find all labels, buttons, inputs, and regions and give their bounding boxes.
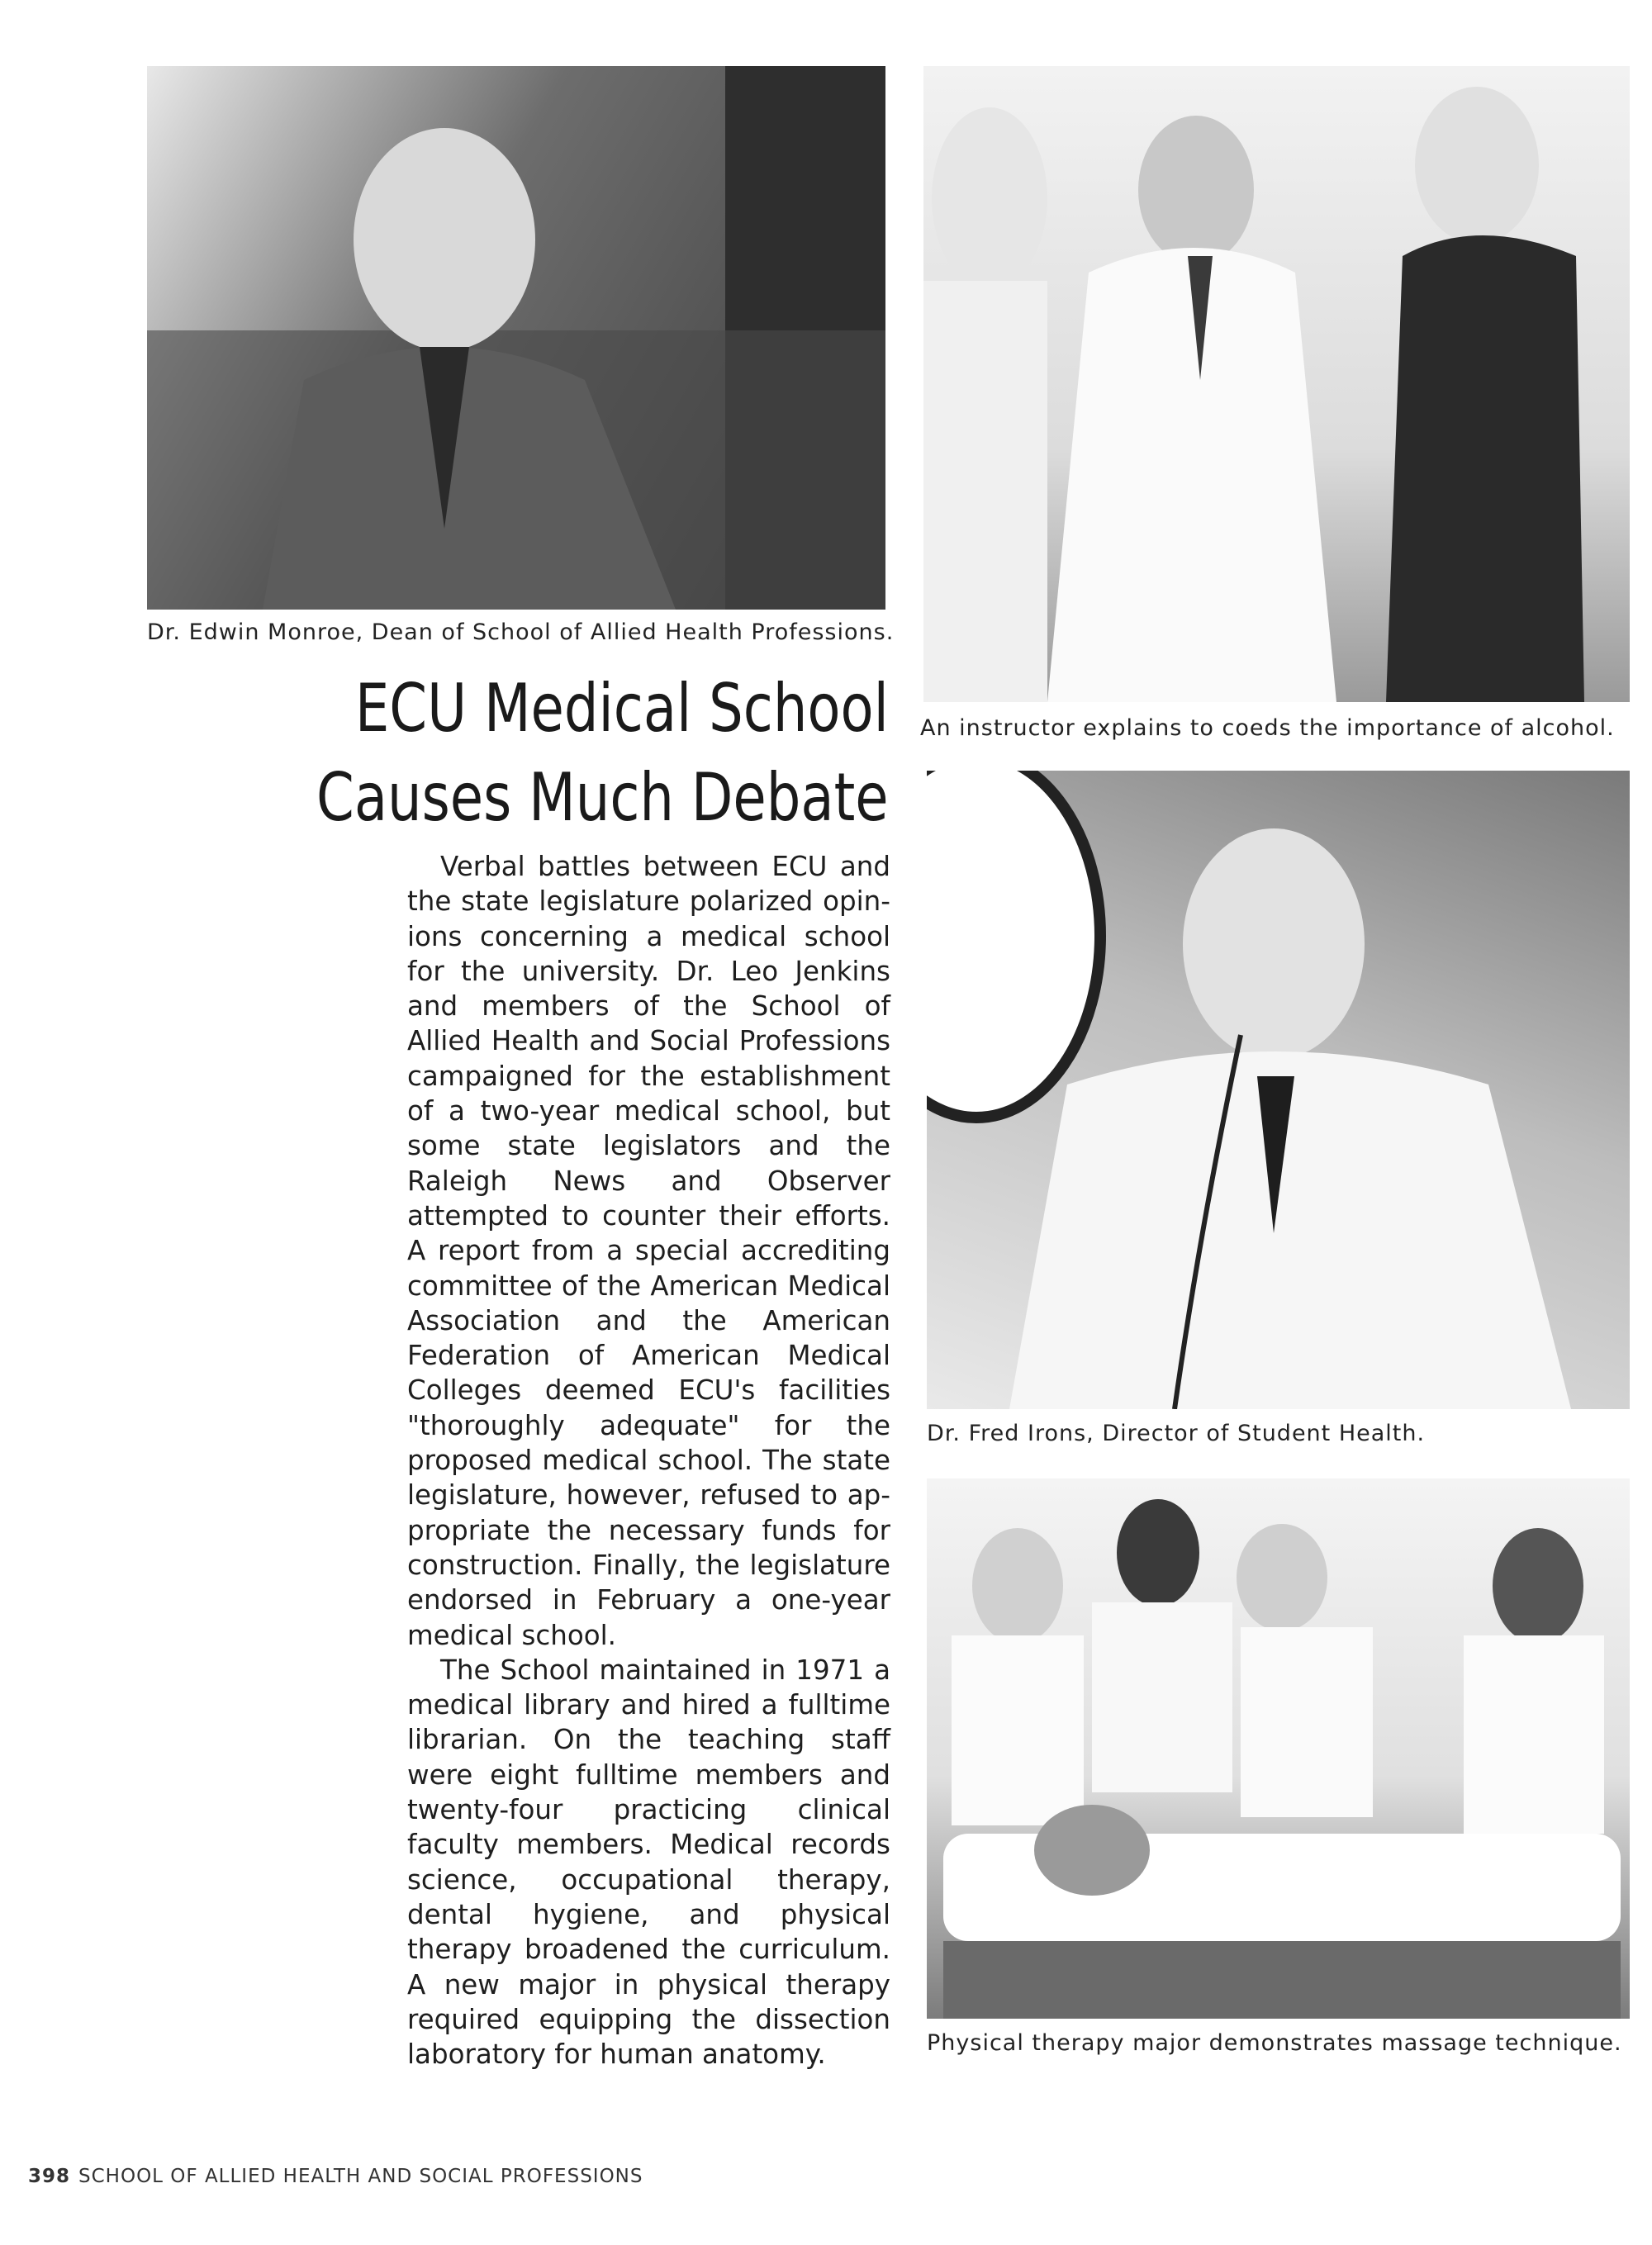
article-body [407, 849, 890, 2072]
irons-photo-caption: Dr. Fred Irons, Director of Student Health. [927, 1421, 1426, 1446]
article-paragraph-2: The School maintained in 1971 a medical library and hired a fulltime librarian. On the teaching staff were eight fulltime members and twenty-four practicing clinical faculty members. Medical records science, occupational therapy, dental hygiene, and physical therapy broadened the curriculum. A new major in physical therapy required equipping the dissection laboratory for human anatomy. [407, 1654, 890, 2071]
section-title: SCHOOL OF ALLIED HEALTH AND SOCIAL PROFESSIONS [78, 2166, 643, 2187]
page-number: 398 [28, 2166, 71, 2187]
instructor-photo-caption: An instructor explains to coeds the importance of alcohol. [920, 715, 1615, 741]
dean-photo [147, 66, 885, 610]
dean-photo-caption: Dr. Edwin Monroe, Dean of School of Allied Health Professions. [147, 619, 895, 645]
instructor-photo [923, 66, 1630, 702]
page-footer [28, 2166, 643, 2187]
therapy-photo-caption: Physical therapy major demonstrates massage technique. [927, 2030, 1622, 2056]
headline-line-2: Causes Much Debate [316, 759, 889, 836]
article-paragraph-1: Verbal battles between ECU and the state legislature polarized opinions concerning a medical school for the university. Dr. Leo Jenkins and members of the School of Allied Health and Social Professions campaigned for the establishment of a two-year medical school, but some state legislators and the Raleigh News and Observer attempted to counter their efforts. A report from a special accrediting committee of the American Medical Association and the American Federation of American Medical Colleges deemed ECU's facilities "thoroughly adequate" for the proposed medical school. The state legislature, however, refused to appropriate the necessary funds for construction. Finally, the legislature endorsed in February a one-year medical school. [407, 851, 890, 1651]
irons-photo [927, 771, 1630, 1409]
therapy-photo [927, 1478, 1630, 2019]
headline-line-1: ECU Medical School [354, 670, 889, 747]
